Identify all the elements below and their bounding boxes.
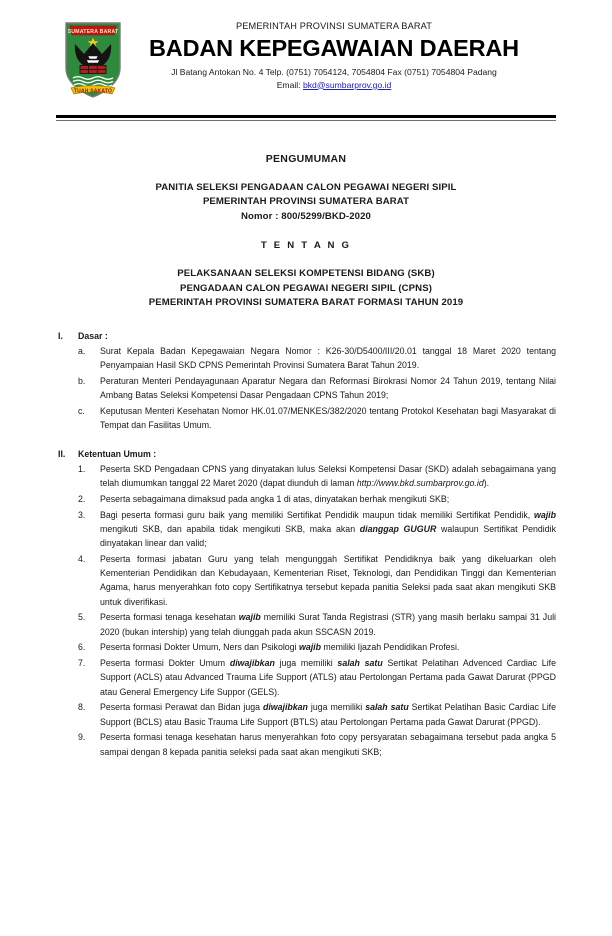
list-item — [78, 656, 556, 699]
svg-text:TUAH SAKATO: TUAH SAKATO — [73, 88, 113, 95]
list-item — [78, 610, 556, 639]
letterhead-text — [130, 14, 556, 91]
document-number: Nomor : 800/5299/BKD-2020 — [241, 210, 371, 222]
address-line: Jl Batang Antokan No. 4 Telp. (0751) 7054124, 7054804 Fax (0751) 7054804 Padang — [171, 67, 497, 78]
sumatera-barat-coat-of-arms-icon — [62, 20, 124, 100]
list-item — [78, 730, 556, 759]
tentang-label: T E N T A N G — [260, 240, 352, 252]
list-item — [78, 700, 556, 729]
list-item — [78, 640, 556, 654]
subject-block — [0, 267, 612, 311]
email-line — [130, 79, 538, 91]
item-text: Peserta sebagaimana dimaksud pada angka 1 di atas, dinyatakan berhak mengikuti SKB; — [100, 493, 450, 504]
item-marker: 2. — [78, 493, 86, 504]
province-line: PEMERINTAH PROVINSI SUMATERA BARAT — [235, 21, 433, 31]
item-text: Peraturan Menteri Pendayagunaan Aparatur Negara dan Reformasi Birokrasi Nomor 24 Tahun 2019, tentang Nilai Ambang Batas Seleksi Kompetensi Dasar Pengadaan CPNS Tahun 2019; — [100, 375, 556, 401]
item-marker: 3. — [78, 509, 86, 520]
list-item — [78, 552, 556, 609]
committee-line-1: PANITIA SELEKSI PENGADAAN CALON PEGAWAI NEGERI SIPIL — [155, 181, 457, 193]
item-text: Peserta formasi tenaga kesehatan harus menyerahkan foto copy persyaratan sebagaimana tersebut pada angka 5 sampai dengan 8 kepada panitia seleksi pada saat akan mengikuti SKB; — [100, 732, 556, 757]
item-text: Keputusan Menteri Kesehatan Nomor HK.01.07/MENKES/382/2020 tentang Protokol Kesehatan bagi Masyarakat di Tempat dan Fasilitas Umum. — [100, 405, 556, 431]
item-marker: c. — [78, 405, 85, 416]
item-marker: 1. — [78, 463, 86, 474]
section-title: Dasar : — [78, 330, 108, 341]
section-number: II. — [58, 448, 66, 459]
item-text: Peserta SKD Pengadaan CPNS yang dinyatakan lulus Seleksi Kompetensi Dasar (SKD) adalah sebagaimana yang telah diumumkan tanggal 22 Maret 2020 (dapat diunduh di laman http://www.bkd.sumbarprov.go.id). — [100, 463, 556, 489]
agency-title: BADAN KEPEGAWAIAN DAERAH — [149, 35, 519, 62]
item-marker: 4. — [78, 553, 86, 564]
item-text: Bagi peserta formasi guru baik yang memiliki Sertifikat Pendidik maupun tidak memiliki Sertifikat Pendidik, wajib mengikuti SKB, dan apabila tidak mengikuti SKB, maka akan dianggap GUGUR walaupun Sertifikat Pendidik dinyatakan linear dan valid; — [100, 509, 556, 549]
list-item — [78, 462, 556, 491]
email-label: Email: — [276, 79, 301, 90]
item-marker: 6. — [78, 642, 86, 653]
section-heading-row — [56, 449, 556, 459]
title-block — [0, 153, 612, 311]
list-item — [78, 344, 556, 373]
page-title: PENGUMUMAN — [265, 152, 347, 165]
item-marker: b. — [78, 375, 86, 386]
email-link[interactable]: bkd@sumbarprov.go.id — [302, 79, 392, 90]
logo-container — [56, 14, 130, 100]
list-item — [78, 508, 556, 551]
item-text: Peserta formasi Dokter Umum diwajibkan juga memiliki salah satu Sertikat Pelatihan Advenced Cardiac Life Support (ACLS) atau Advanced Trauma Life Support (ATLS) atau Pertolongan Pertama pada Gawat Darurat (PPGD atau General Emergency Life Suppor (GELS). — [100, 658, 556, 697]
svg-text:SUMATERA BARAT: SUMATERA BARAT — [67, 29, 119, 35]
header-divider-thin — [56, 120, 556, 121]
item-text: Peserta formasi tenaga kesehatan wajib memiliki Surat Tanda Registrasi (STR) yang masih berlaku sampai 31 Juli 2020 (bukan intership) yang telah diunggah pada akun SSCASN 2019. — [100, 612, 557, 637]
item-marker: a. — [78, 345, 86, 356]
item-marker: 8. — [78, 702, 86, 713]
section-items — [56, 462, 556, 759]
subject-line-3: PEMERINTAH PROVINSI SUMATERA BARAT FORMASI TAHUN 2019 — [148, 297, 464, 309]
committee-block — [0, 181, 612, 225]
committee-line-2: PEMERINTAH PROVINSI SUMATERA BARAT — [202, 196, 410, 208]
item-marker: 7. — [78, 658, 86, 669]
subject-line-2: PENGADAAN CALON PEGAWAI NEGERI SIPIL (CPNS) — [180, 282, 432, 294]
section-items — [56, 344, 556, 433]
section-spacer — [56, 434, 556, 449]
item-text: Peserta formasi jabatan Guru yang telah mengunggah Sertifikat Pendidiknya baik yang dikeluarkan oleh Kementerian Pendidikan dan Kebudayaan, Kementerian Riset, Teknologi, dan Pendidikan Tinggi dan Kementerian Agama, harus menyerahkan foto copy Sertifikatnya tersebut kepada panitia Seleksi pada saat akan mengikuti SKB untuk diverifikasi. — [100, 553, 556, 607]
list-item — [78, 404, 556, 433]
item-text: Peserta formasi Dokter Umum, Ners dan Psikologi wajib memiliki Ijazah Pendidikan Profesi. — [100, 642, 460, 653]
list-item — [78, 492, 556, 506]
section-number: I. — [58, 330, 63, 341]
header-divider-thick — [56, 115, 556, 118]
section-heading-row — [56, 331, 556, 341]
item-text: Surat Kepala Badan Kepegawaian Negara Nomor : K26-30/D5400/III/20.01 tanggal 18 Maret 2020 tentang Penyampaian Hasil SKD CPNS Pemerintah Provinsi Sumatera Barat Tahun 2019. — [100, 345, 556, 371]
subject-line-1: PELAKSANAAN SELEKSI KOMPETENSI BIDANG (SKB) — [177, 268, 435, 280]
letterhead — [0, 0, 612, 112]
item-text: Peserta formasi Perawat dan Bidan juga diwajibkan juga memiliki salah satu Sertikat Pelatihan Basic Cardiac Life Support (BCLS) atau Basic Trauma Life Support (BTLS) atau Pertolongan Pertama pada Gawat Darurat (PPGD). — [100, 702, 557, 727]
document-body — [0, 331, 612, 759]
item-marker: 9. — [78, 732, 86, 743]
section-dasar — [56, 331, 556, 433]
list-item — [78, 374, 556, 403]
section-ketentuan-umum — [56, 449, 556, 759]
section-title: Ketentuan Umum : — [78, 448, 157, 459]
item-marker: 5. — [78, 612, 86, 623]
